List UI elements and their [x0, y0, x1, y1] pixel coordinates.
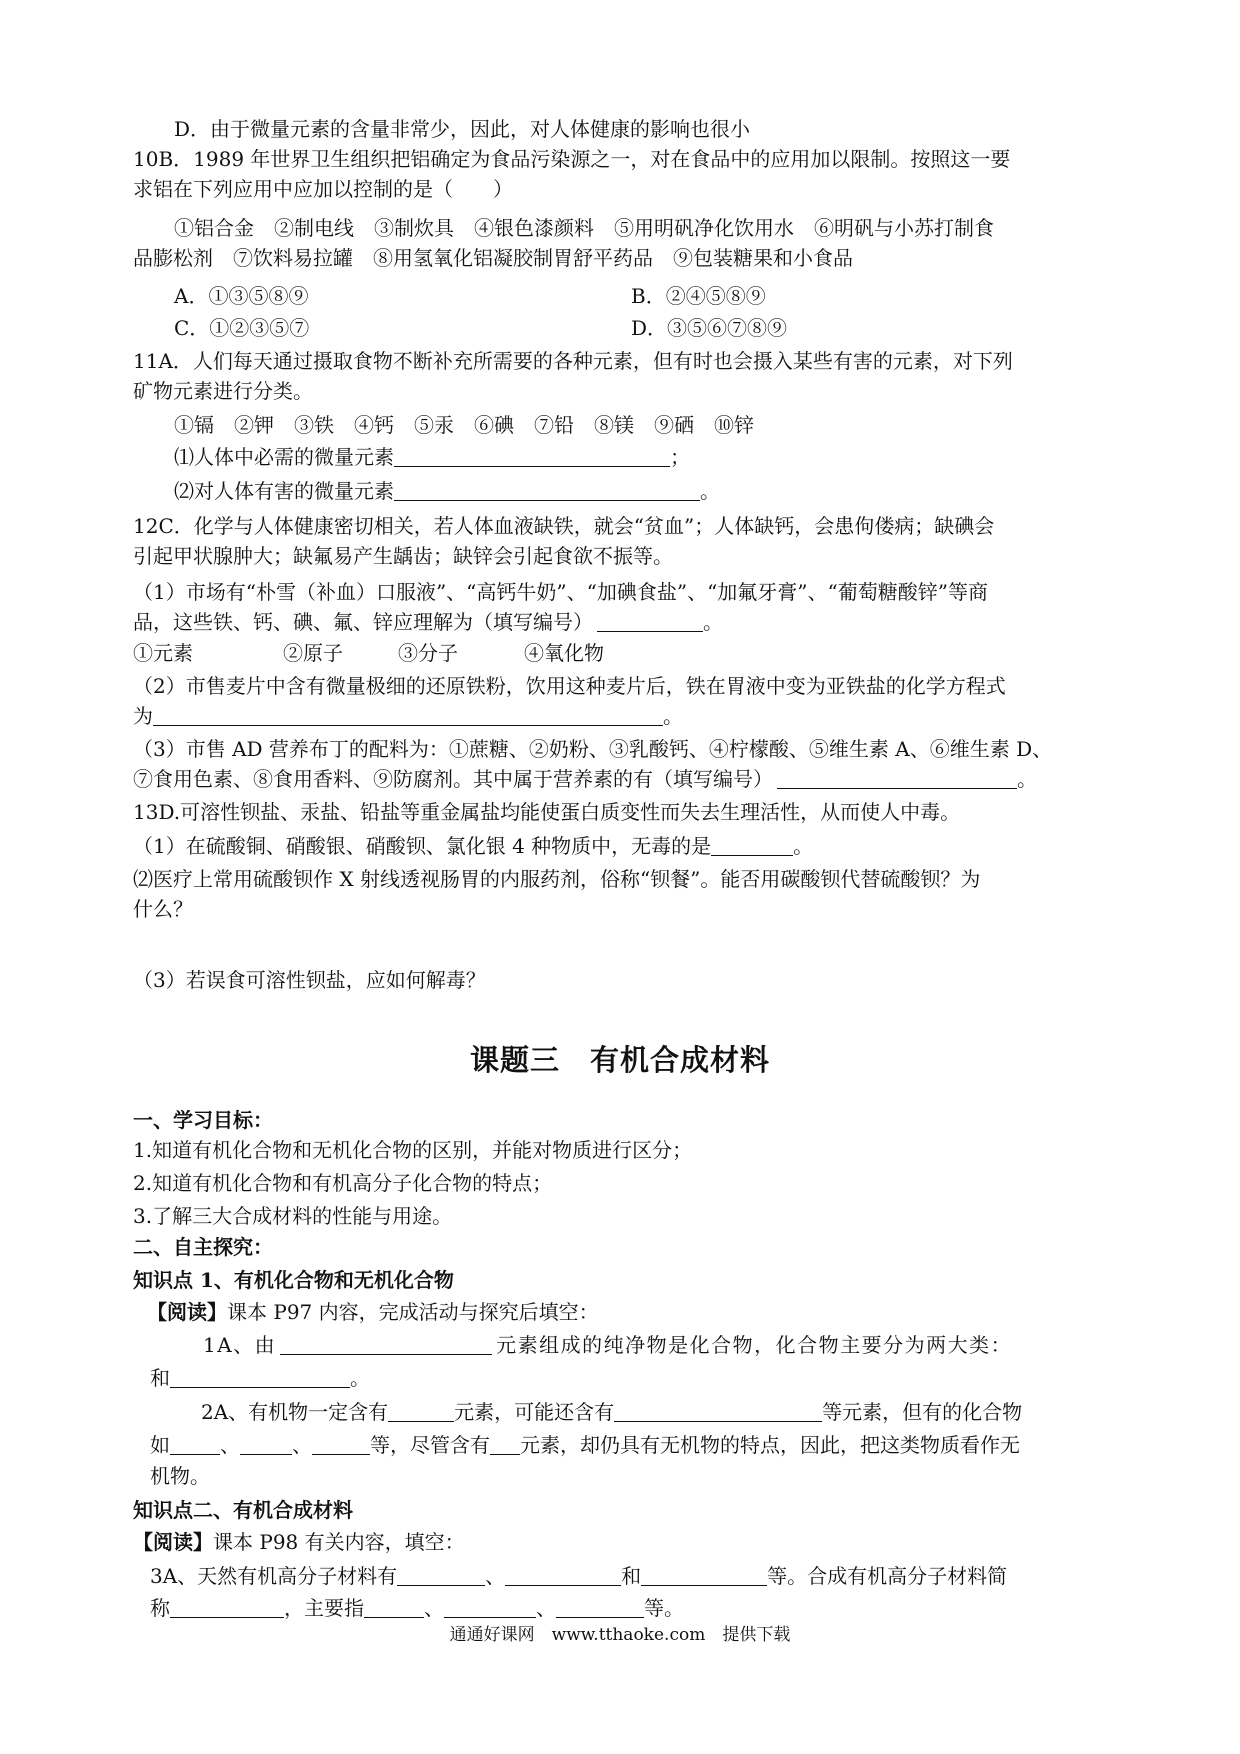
- q10-option-d: D．③⑤⑥⑦⑧⑨: [631, 316, 788, 340]
- q12-part3-line-1: （3）市售 AD 营养布丁的配料为：①蔗糖、②奶粉、③乳酸钙、④柠檬酸、⑤维生素 A、⑥维生素 D、: [133, 737, 1053, 761]
- q2a-text-e: 等，尽管含有: [370, 1433, 490, 1457]
- q3a-blank-6[interactable]: [444, 1597, 536, 1618]
- q12-stem-line-1: 12C．化学与人体健康密切相关，若人体血液缺铁，就会“贫血”；人体缺钙，会患佝偻病；缺碘会: [133, 514, 995, 538]
- q1a-text-d: 。: [350, 1366, 370, 1390]
- q2a-blank-3[interactable]: [170, 1434, 220, 1455]
- q10-option-b: B．②④⑤⑧⑨: [631, 284, 766, 308]
- q12-choice-1: ①元素: [133, 641, 193, 665]
- q11-sub2-text: ⑵对人体有害的微量元素: [174, 479, 394, 503]
- q3a-blank-1[interactable]: [397, 1565, 485, 1586]
- q2a-blank-4[interactable]: [240, 1434, 292, 1455]
- q3a-text-c: 称: [150, 1596, 170, 1620]
- q3a-and: 和: [621, 1564, 642, 1588]
- q10-items-line-2: 品膨松剂 ⑦饮料易拉罐 ⑧用氢氧化铝凝胶制胃舒平药品 ⑨包装糖果和小食品: [133, 246, 853, 270]
- q13-part1-blank[interactable]: [711, 835, 793, 856]
- q12-part3-blank[interactable]: [777, 768, 1017, 789]
- q9-option-d: D．由于微量元素的含量非常少，因此，对人体健康的影响也很小: [174, 117, 751, 141]
- q11-sub1-blank[interactable]: [394, 446, 670, 467]
- q12-choice-4: ④氧化物: [524, 641, 604, 665]
- kp2-read-text: 课本 P98 有关内容，填空：: [213, 1530, 465, 1554]
- q12-part3-line-2: [133, 764, 1037, 794]
- goal-3: 3.了解三大合成材料的性能与用途。: [133, 1204, 453, 1228]
- q3a-line-2: [150, 1593, 684, 1623]
- q10-stem-line-1: 10B．1989 年世界卫生组织把铝确定为食品污染源之一，对在食品中的应用加以限制。按照这一要: [133, 147, 1011, 171]
- q2a-line-1: [201, 1397, 1022, 1427]
- q3a-blank-5[interactable]: [364, 1597, 424, 1618]
- kp1-read-tag: 【阅读】: [147, 1300, 227, 1324]
- kp1-reading: [147, 1297, 599, 1327]
- q12-stem-line-2: 引起甲状腺肿大；缺氟易产生龋齿；缺锌会引起食欲不振等。: [133, 544, 673, 568]
- q12-part3-text: ⑦食用色素、⑧食用香料、⑨防腐剂。其中属于营养素的有（填写编号）: [133, 767, 773, 791]
- q13-part3: （3）若误食可溶性钡盐，应如何解毒？: [133, 968, 486, 992]
- q2a-blank-2[interactable]: [614, 1401, 822, 1422]
- q12-part1-text: 品，这些铁、钙、碘、氟、锌应理解为（填写编号）: [133, 610, 593, 634]
- q3a-blank-7[interactable]: [556, 1597, 644, 1618]
- q3a-text-e: 等。: [644, 1596, 684, 1620]
- q12-part1-line-1: （1）市场有“朴雪（补血）口服液”、“高钙牛奶”、“加碘食盐”、“加氟牙膏”、“葡萄糖酸锌”等商: [133, 580, 988, 604]
- explore-heading: 二、自主探究：: [133, 1235, 273, 1259]
- q2a-text-a: 2A、有机物一定含有: [201, 1400, 389, 1424]
- q12-part2-end: 。: [663, 704, 683, 728]
- q3a-text-d: ，主要指: [284, 1596, 364, 1620]
- q1a-line-2: [150, 1363, 370, 1393]
- q11-element-list: ①镉 ②钾 ③铁 ④钙 ⑤汞 ⑥碘 ⑦铅 ⑧镁 ⑨硒 ⑩锌: [174, 413, 754, 437]
- goals-heading: 一、学习目标：: [133, 1108, 273, 1132]
- q12-part1-blank[interactable]: [597, 611, 703, 632]
- q13-part1-end: 。: [793, 834, 814, 858]
- q12-part2-blank[interactable]: [153, 705, 663, 726]
- q3a-sep-2: 、: [536, 1596, 556, 1620]
- q2a-blank-1[interactable]: [388, 1401, 454, 1422]
- kp2-reading: [133, 1527, 465, 1557]
- q3a-text-a: 3A、天然有机高分子材料有: [150, 1564, 398, 1588]
- q2a-line-2: [150, 1430, 1020, 1460]
- q1a-line-1: [203, 1330, 1012, 1360]
- q13-part1-text: （1）在硫酸铜、硝酸银、硝酸钡、氯化银 4 种物质中，无毒的是: [133, 834, 712, 858]
- kp2-heading: 知识点二、有机合成材料: [133, 1498, 353, 1522]
- q12-part2-line-2: [133, 701, 683, 731]
- q1a-text-b: 元素组成的纯净物是化合物，化合物主要分为两大类：: [496, 1333, 1013, 1357]
- q1a-text-a: 1A、由: [203, 1333, 277, 1357]
- q11-sub2-blank[interactable]: [394, 480, 700, 501]
- q2a-text-d: 如: [150, 1433, 170, 1457]
- q2a-sep-2: 、: [292, 1433, 312, 1457]
- q12-choice-3: ③分子: [398, 641, 458, 665]
- q3a-text-b: 等。合成有机高分子材料简: [767, 1564, 1008, 1588]
- q2a-text-f: 元素，却仍具有无机物的特点，因此，把这类物质看作无: [520, 1433, 1020, 1457]
- goal-1: 1.知道有机化合物和无机化合物的区别，并能对物质进行区分；: [133, 1138, 693, 1162]
- q13-part2-line-1: ⑵医疗上常用硫酸钡作 X 射线透视肠胃的内服药剂，俗称“钡餐”。能否用碳酸钡代替硫酸钡？为: [133, 867, 981, 891]
- q2a-text-c: 等元素，但有的化合物: [822, 1400, 1023, 1424]
- q2a-sep-1: 、: [220, 1433, 240, 1457]
- q11-sub1-text: ⑴人体中必需的微量元素: [174, 445, 394, 469]
- q2a-text-b: 元素，可能还含有: [454, 1400, 615, 1424]
- goal-2: 2.知道有机化合物和有机高分子化合物的特点；: [133, 1171, 553, 1195]
- kp1-heading: 知识点 1、有机化合物和无机化合物: [133, 1268, 454, 1292]
- q1a-text-c: 和: [150, 1366, 170, 1390]
- q2a-line-3: 机物。: [150, 1464, 210, 1488]
- q11-sub1: [174, 442, 690, 472]
- q12-part1-end: 。: [703, 610, 723, 634]
- q13-part1: [133, 831, 813, 861]
- q12-part2-text: 为: [133, 704, 153, 728]
- q11-sub2-end: 。: [700, 479, 720, 503]
- q11-stem-line-1: 11A．人们每天通过摄取食物不断补充所需要的各种元素，但有时也会摄入某些有害的元素，对下列: [133, 349, 1013, 373]
- q11-sub1-end: ；: [670, 445, 690, 469]
- page-footer: 通通好课网 www.tthaoke.com 提供下载: [449, 1625, 791, 1645]
- q3a-line-1: [150, 1561, 1007, 1591]
- q12-choice-2: ②原子: [283, 641, 343, 665]
- q3a-blank-3[interactable]: [641, 1565, 767, 1586]
- q1a-blank-2[interactable]: [170, 1367, 350, 1388]
- q12-part3-end: 。: [1017, 767, 1037, 791]
- q10-stem-line-2: 求铝在下列应用中应加以控制的是（ ）: [133, 177, 513, 201]
- q3a-blank-4[interactable]: [170, 1597, 284, 1618]
- q2a-blank-6[interactable]: [490, 1434, 520, 1455]
- q11-sub2: [174, 476, 720, 506]
- q13-stem: 13D.可溶性钡盐、汞盐、铅盐等重金属盐均能使蛋白质变性而失去生理活性，从而使人中毒。: [133, 800, 961, 824]
- q10-option-c: C．①②③⑤⑦: [174, 316, 310, 340]
- q13-part2-line-2: 什么？: [133, 897, 193, 921]
- q3a-blank-2[interactable]: [505, 1565, 621, 1586]
- q3a-sep: 、: [485, 1564, 506, 1588]
- q3a-sep-1: 、: [424, 1596, 444, 1620]
- q12-part2-line-1: （2）市售麦片中含有微量极细的还原铁粉，饮用这种麦片后，铁在胃液中变为亚铁盐的化学方程式: [133, 674, 1006, 698]
- q12-part1-line-2: [133, 607, 723, 637]
- lesson-title: 课题三 有机合成材料: [469, 1043, 770, 1077]
- q2a-blank-5[interactable]: [312, 1434, 370, 1455]
- q11-stem-line-2: 矿物元素进行分类。: [133, 379, 313, 403]
- q10-items-line-1: ①铝合金 ②制电线 ③制炊具 ④银色漆颜料 ⑤用明矾净化饮用水 ⑥明矾与小苏打制食: [174, 216, 994, 240]
- q10-option-a: A．①③⑤⑧⑨: [174, 284, 309, 308]
- q1a-blank-1[interactable]: [280, 1334, 492, 1355]
- kp1-read-text: 课本 P97 内容，完成活动与探究后填空：: [227, 1300, 599, 1324]
- kp2-read-tag: 【阅读】: [133, 1530, 213, 1554]
